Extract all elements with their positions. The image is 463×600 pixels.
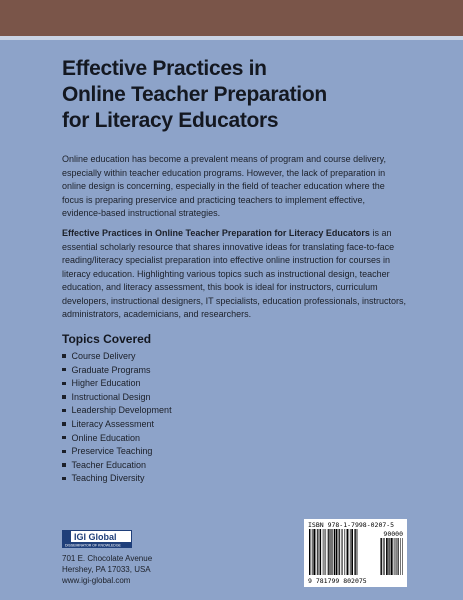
list-item xyxy=(60,445,172,459)
topic-label: Instructional Design xyxy=(71,391,151,402)
barcode-bar xyxy=(380,538,381,575)
title-line-1: Effective Practices in xyxy=(62,57,267,80)
barcode-bar xyxy=(350,529,351,575)
barcode-bar xyxy=(384,538,385,575)
top-color-band xyxy=(0,0,463,36)
barcode-bar xyxy=(391,538,393,575)
isbn-barcode xyxy=(304,519,407,587)
igi-global-logo xyxy=(62,530,132,548)
barcode-bar xyxy=(328,529,329,575)
list-item xyxy=(60,364,172,378)
barcode-digits: 9 781799 802075 xyxy=(308,577,367,585)
topic-label: Graduate Programs xyxy=(71,364,151,375)
barcode-bar xyxy=(338,529,339,575)
barcode-bar xyxy=(323,529,324,575)
list-item xyxy=(60,432,172,446)
barcode-bar xyxy=(349,529,350,575)
barcode-bar xyxy=(346,529,347,575)
bullet-icon xyxy=(62,463,66,467)
isbn-number: ISBN 978-1-7998-0207-5 xyxy=(308,521,395,529)
top-divider-rule xyxy=(0,36,463,40)
barcode-bar xyxy=(354,529,355,575)
bullet-icon xyxy=(62,382,66,386)
bullet-icon xyxy=(62,368,66,372)
list-item xyxy=(60,350,172,364)
addon-barcode-bars xyxy=(380,538,403,575)
list-item xyxy=(60,404,172,418)
barcode-bar xyxy=(320,529,321,575)
bullet-icon xyxy=(62,450,66,454)
barcode-bar xyxy=(341,529,342,575)
description-paragraph-1: Online education has become a prevalent means of program and course delivery, especially within teacher education programs. However, the lack of preparation in online design is concerning, especially in the field of teacher education where the focus is preparing preservice and practicing teachers to implement effective, evidence-based instructional strategies. xyxy=(62,154,387,218)
barcode-bar xyxy=(347,529,348,575)
barcode-bar xyxy=(355,529,356,575)
barcode-bar xyxy=(344,529,345,575)
topic-label: Higher Education xyxy=(71,378,141,389)
barcode-bar xyxy=(357,529,358,575)
book-title-inline: Effective Practices in Online Teacher Preparation for Literacy Educators xyxy=(62,228,370,238)
main-barcode-bars xyxy=(309,529,357,575)
barcode-bar xyxy=(339,529,340,575)
barcode-bar xyxy=(389,538,390,575)
list-item xyxy=(60,391,172,405)
barcode-bar xyxy=(398,538,399,575)
topic-label: Teacher Education xyxy=(71,459,147,470)
barcode-bar xyxy=(309,529,310,575)
book-title xyxy=(62,56,422,134)
topics-list xyxy=(60,350,172,486)
publisher-address xyxy=(62,553,152,586)
bullet-icon xyxy=(62,395,66,399)
topic-label: Course Delivery xyxy=(71,351,136,361)
title-line-3: for Literacy Educators xyxy=(62,109,279,132)
topics-heading: Topics Covered xyxy=(62,332,152,346)
title-line-2: Online Teacher Preparation xyxy=(62,83,327,106)
logo-name: IGI Global xyxy=(74,532,117,542)
barcode-bar xyxy=(397,538,398,575)
barcode-addon-number: 90000 xyxy=(383,530,403,538)
address-line-1: 701 E. Chocolate Avenue xyxy=(62,554,153,563)
bullet-icon xyxy=(62,422,66,426)
barcode-bar xyxy=(351,529,353,575)
publisher-website: www.igi-global.com xyxy=(62,576,131,585)
bullet-icon xyxy=(62,436,66,440)
bullet-icon xyxy=(62,409,66,413)
topic-label: Leadership Development xyxy=(71,405,172,416)
list-item xyxy=(60,472,172,486)
barcode-bar xyxy=(324,529,325,575)
barcode-bar xyxy=(383,538,384,575)
list-item xyxy=(60,418,172,432)
logo-tagline: DISSEMINATOR OF KNOWLEDGE xyxy=(65,543,121,548)
barcode-bar xyxy=(330,529,331,575)
list-item xyxy=(60,459,172,473)
barcode-bar xyxy=(334,529,336,575)
barcode-bar xyxy=(395,538,396,575)
topic-label: Literacy Assessment xyxy=(71,418,155,429)
barcode-bar xyxy=(332,529,333,575)
barcode-bar xyxy=(313,529,315,575)
barcode-bar xyxy=(311,529,312,575)
barcode-bar xyxy=(336,529,337,575)
barcode-bar xyxy=(394,538,395,575)
barcode-bar xyxy=(329,529,330,575)
barcode-bar xyxy=(386,538,388,575)
barcode-bar xyxy=(342,529,343,575)
description-paragraph-2 xyxy=(62,227,406,322)
barcode-bar xyxy=(402,538,403,575)
barcode-bar xyxy=(381,538,382,575)
barcode-bar xyxy=(400,538,401,575)
barcode-bar xyxy=(388,538,389,575)
barcode-bar xyxy=(317,529,318,575)
topic-label: Teaching Diversity xyxy=(71,473,145,484)
list-item xyxy=(60,377,172,391)
bullet-icon xyxy=(62,354,66,358)
address-line-2: Hershey, PA 17033, USA xyxy=(62,565,151,574)
topic-label: Preservice Teaching xyxy=(71,446,153,457)
topic-label: Online Education xyxy=(71,432,141,443)
barcode-bar xyxy=(316,529,317,575)
description-paragraph-2-text: is an essential scholarly resource that shares innovative ideas for translating face-to-face reading/literacy specialist preparation into effective online instruction for courses in literacy education. Highlighting various topics such as instructional design, teacher education, and literacy assessment, this book is ideal for instructors, curriculum developers, instructional designers, IT specialists, education professionals, instructors, administrators, academicians, and researchers. xyxy=(62,228,407,319)
barcode-bar xyxy=(319,529,320,575)
barcode-bar xyxy=(326,529,327,575)
bullet-icon xyxy=(62,477,66,481)
barcode-bar xyxy=(312,529,313,575)
